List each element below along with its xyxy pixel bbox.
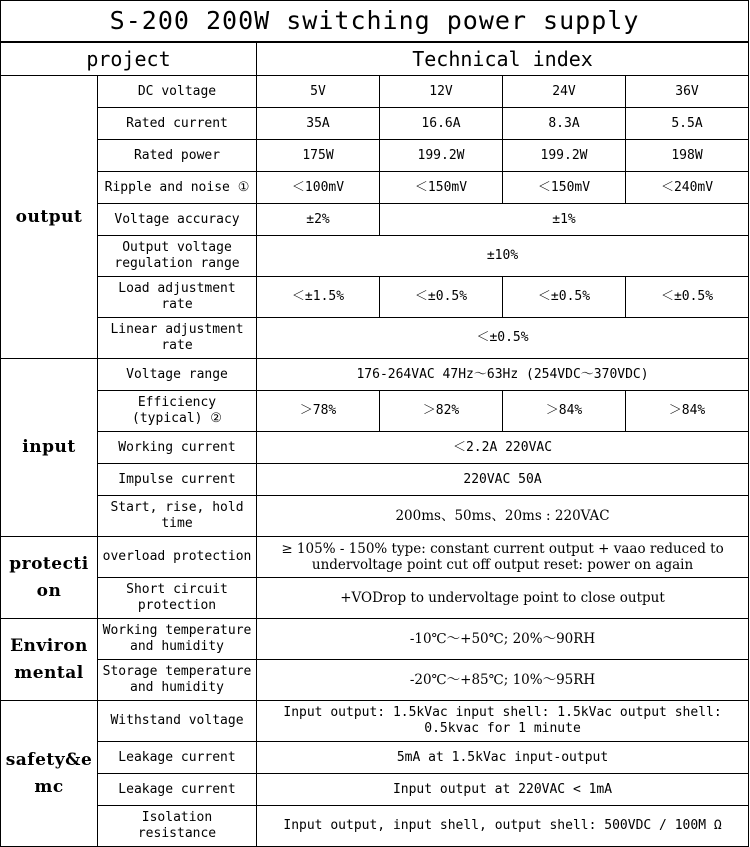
value-overload: ≥ 105% - 150% type: constant current output + vaao reduced to undervoltage point cut off output reset: power on again xyxy=(257,537,749,578)
value-rated-power-24v: 199.2W xyxy=(503,140,626,172)
row-voltage-range xyxy=(1,359,749,391)
category-input: input xyxy=(1,359,98,537)
value-dc-voltage-36v: 36V xyxy=(626,76,749,108)
label-dc-voltage: DC voltage xyxy=(98,76,257,108)
label-efficiency: Efficiency (typical) ② xyxy=(98,391,257,432)
label-overload: overload protection xyxy=(98,537,257,578)
label-rated-current: Rated current xyxy=(98,108,257,140)
label-ripple-noise: Ripple and noise ① xyxy=(98,172,257,204)
row-voltage-accuracy xyxy=(1,204,749,236)
value-regulation-range: ±10% xyxy=(257,236,749,277)
value-working-temperature: -10℃～+50℃; 20%～90RH xyxy=(257,619,749,660)
title-row xyxy=(1,1,749,42)
value-ripple-noise-24v: ＜150mV xyxy=(503,172,626,204)
value-load-adjustment-36v: ＜±0.5% xyxy=(626,277,749,318)
row-working-current xyxy=(1,432,749,464)
value-impulse-current: 220VAC 50A xyxy=(257,464,749,496)
label-storage-temperature: Storage temperature and humidity xyxy=(98,660,257,701)
value-withstand-voltage: Input output: 1.5kVac input shell: 1.5kVac output shell: 0.5kvac for 1 minute xyxy=(257,701,749,742)
value-dc-voltage-12v: 12V xyxy=(380,76,503,108)
value-efficiency-12v: ＞82% xyxy=(380,391,503,432)
row-impulse-current xyxy=(1,464,749,496)
category-environmental: Environmental xyxy=(1,619,98,701)
row-rated-current xyxy=(1,108,749,140)
row-storage-temperature xyxy=(1,660,749,701)
row-overload xyxy=(1,537,749,578)
label-impulse-current: Impulse current xyxy=(98,464,257,496)
value-linear-adjustment: ＜±0.5% xyxy=(257,318,749,359)
page-title: S-200 200W switching power supply xyxy=(1,1,749,42)
row-working-temperature xyxy=(1,619,749,660)
label-working-current: Working current xyxy=(98,432,257,464)
row-short-circuit xyxy=(1,578,749,619)
label-regulation-range: Output voltage regulation range xyxy=(98,236,257,277)
value-dc-voltage-5v: 5V xyxy=(257,76,380,108)
label-load-adjustment: Load adjustment rate xyxy=(98,277,257,318)
value-dc-voltage-24v: 24V xyxy=(503,76,626,108)
value-efficiency-5v: ＞78% xyxy=(257,391,380,432)
value-working-current: ＜2.2A 220VAC xyxy=(257,432,749,464)
row-dc-voltage xyxy=(1,76,749,108)
category-safety-emc: safety&emc xyxy=(1,701,98,847)
value-rated-power-5v: 175W xyxy=(257,140,380,172)
value-efficiency-24v: ＞84% xyxy=(503,391,626,432)
value-rated-current-12v: 16.6A xyxy=(380,108,503,140)
value-rated-current-36v: 5.5A xyxy=(626,108,749,140)
value-voltage-accuracy-5v: ±2% xyxy=(257,204,380,236)
row-leakage-current-2 xyxy=(1,774,749,806)
row-load-adjustment xyxy=(1,277,749,318)
value-leakage-current-2: Input output at 220VAC < 1mA xyxy=(257,774,749,806)
label-voltage-range: Voltage range xyxy=(98,359,257,391)
value-timing: 200ms、50ms、20ms : 220VAC xyxy=(257,496,749,537)
row-rated-power xyxy=(1,140,749,172)
row-regulation-range xyxy=(1,236,749,277)
value-efficiency-36v: ＞84% xyxy=(626,391,749,432)
label-withstand-voltage: Withstand voltage xyxy=(98,701,257,742)
label-short-circuit: Short circuit protection xyxy=(98,578,257,619)
label-leakage-current-2: Leakage current xyxy=(98,774,257,806)
value-load-adjustment-24v: ＜±0.5% xyxy=(503,277,626,318)
value-voltage-range: 176-264VAC 47Hz～63Hz (254VDC～370VDC) xyxy=(257,359,749,391)
value-storage-temperature: -20℃～+85℃; 10%～95RH xyxy=(257,660,749,701)
value-isolation-resistance: Input output, input shell, output shell: 500VDC / 100M Ω xyxy=(257,806,749,847)
value-load-adjustment-12v: ＜±0.5% xyxy=(380,277,503,318)
value-ripple-noise-5v: ＜100mV xyxy=(257,172,380,204)
value-load-adjustment-5v: ＜±1.5% xyxy=(257,277,380,318)
label-voltage-accuracy: Voltage accuracy xyxy=(98,204,257,236)
value-rated-current-5v: 35A xyxy=(257,108,380,140)
category-output: output xyxy=(1,76,98,359)
label-rated-power: Rated power xyxy=(98,140,257,172)
label-linear-adjustment: Linear adjustment rate xyxy=(98,318,257,359)
value-short-circuit: +VODrop to undervoltage point to close output xyxy=(257,578,749,619)
value-voltage-accuracy-others: ±1% xyxy=(380,204,749,236)
row-withstand-voltage xyxy=(1,701,749,742)
row-leakage-current-1 xyxy=(1,742,749,774)
header-project: project xyxy=(1,42,257,76)
value-rated-current-24v: 8.3A xyxy=(503,108,626,140)
row-timing xyxy=(1,496,749,537)
label-isolation-resistance: Isolation resistance xyxy=(98,806,257,847)
header-row xyxy=(1,42,749,76)
value-rated-power-12v: 199.2W xyxy=(380,140,503,172)
value-ripple-noise-12v: ＜150mV xyxy=(380,172,503,204)
label-working-temperature: Working temperature and humidity xyxy=(98,619,257,660)
value-leakage-current-1: 5mA at 1.5kVac input-output xyxy=(257,742,749,774)
value-rated-power-36v: 198W xyxy=(626,140,749,172)
row-ripple-noise xyxy=(1,172,749,204)
row-efficiency xyxy=(1,391,749,432)
value-ripple-noise-36v: ＜240mV xyxy=(626,172,749,204)
label-timing: Start, rise, hold time xyxy=(98,496,257,537)
row-isolation-resistance xyxy=(1,806,749,847)
label-leakage-current-1: Leakage current xyxy=(98,742,257,774)
header-technical-index: Technical index xyxy=(257,42,749,76)
row-linear-adjustment xyxy=(1,318,749,359)
category-protection: protection xyxy=(1,537,98,619)
